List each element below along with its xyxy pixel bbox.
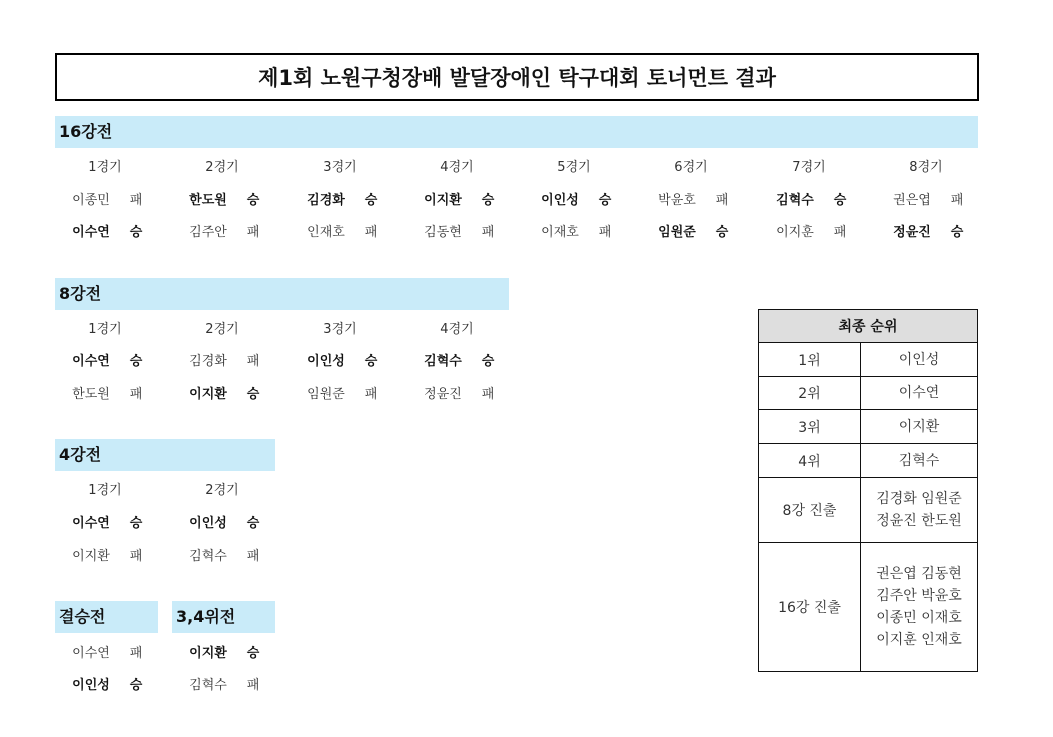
ranking-row xyxy=(759,343,978,377)
r8-game3-top-result: 승 xyxy=(364,354,378,369)
r16-game1-top-result: 패 xyxy=(129,193,143,208)
r16-game-label: 2경기 xyxy=(205,160,239,175)
ranking-row xyxy=(759,444,978,478)
r4-game2-bottom-player: 김혁수 xyxy=(189,549,227,564)
r16-game8-top-player: 권은엽 xyxy=(893,193,931,208)
r16-game1-top-player: 이종민 xyxy=(72,193,110,208)
r16-game5-bottom-player: 이재호 xyxy=(541,225,579,240)
r4-game2-bottom-result: 패 xyxy=(246,549,260,564)
r16-game7-top-result: 승 xyxy=(833,193,847,208)
r16-game3-bottom-result: 패 xyxy=(364,225,378,240)
r16-game7-top-player: 김혁수 xyxy=(776,193,814,208)
third-top-result: 승 xyxy=(246,646,260,661)
rank-label: 3위 xyxy=(759,410,861,444)
final-bottom-player: 이인성 xyxy=(72,678,110,693)
r8-game1-bottom-result: 패 xyxy=(129,387,143,402)
r16-game-label: 5경기 xyxy=(557,160,591,175)
r16-game3-top-player: 김경화 xyxy=(307,193,345,208)
r16-game-label: 3경기 xyxy=(323,160,357,175)
r16-game8-bottom-player: 정윤진 xyxy=(893,225,931,240)
rank-names xyxy=(861,543,978,672)
final-top-player: 이수연 xyxy=(72,646,110,661)
r16-game8-top-result: 패 xyxy=(950,193,964,208)
r16-game4-top-player: 이지환 xyxy=(424,193,462,208)
r4-round-header: 4강전 xyxy=(55,439,275,471)
r8-game-label: 4경기 xyxy=(440,322,474,337)
rank-name-line: 이종민 이재호 xyxy=(876,610,962,626)
rank-names xyxy=(861,377,978,410)
ranking-header: 최종 순위 xyxy=(759,310,978,343)
r8-game4-top-result: 승 xyxy=(481,354,495,369)
r16-game2-top-player: 한도원 xyxy=(189,193,227,208)
final-bottom-result: 승 xyxy=(129,678,143,693)
r16-round-header: 16강전 xyxy=(55,116,978,148)
r16-game4-bottom-result: 패 xyxy=(481,225,495,240)
r4-game1-bottom-result: 패 xyxy=(129,549,143,564)
page-title: 제1회 노원구청장배 발달장애인 탁구대회 토너먼트 결과 xyxy=(55,53,979,101)
rank-names xyxy=(861,478,978,543)
r8-game1-bottom-player: 한도원 xyxy=(72,387,110,402)
r4-game-label: 2경기 xyxy=(205,483,239,498)
r8-game2-top-player: 김경화 xyxy=(189,354,227,369)
r16-game7-bottom-player: 이지훈 xyxy=(776,225,814,240)
rank-name-line: 이지훈 인재호 xyxy=(876,632,962,648)
rank-names xyxy=(861,410,978,444)
r8-game2-bottom-result: 승 xyxy=(246,387,260,402)
r16-game7-bottom-result: 패 xyxy=(833,225,847,240)
r16-game-label: 7경기 xyxy=(792,160,826,175)
rank-name-line: 김주안 박윤호 xyxy=(876,588,962,604)
r16-game2-bottom-result: 패 xyxy=(246,225,260,240)
rank-name-line: 권은엽 김동현 xyxy=(876,566,962,582)
r8-game2-bottom-player: 이지환 xyxy=(189,387,227,402)
rank-label: 8강 진출 xyxy=(759,478,861,543)
rank-name-line: 이지환 xyxy=(898,418,940,435)
r16-game6-top-result: 패 xyxy=(715,193,729,208)
third-bottom-result: 패 xyxy=(246,678,260,693)
final-round-header: 결승전 xyxy=(55,601,158,633)
r8-game-label: 3경기 xyxy=(323,322,357,337)
final-ranking-table xyxy=(758,309,978,672)
r8-game3-bottom-player: 임원준 xyxy=(307,387,345,402)
r16-game1-bottom-player: 이수연 xyxy=(72,225,110,240)
r16-game4-bottom-player: 김동현 xyxy=(424,225,462,240)
ranking-row xyxy=(759,543,978,672)
r8-game3-bottom-result: 패 xyxy=(364,387,378,402)
rank-name-line: 이인성 xyxy=(898,351,940,368)
rank-label: 4위 xyxy=(759,444,861,478)
final-top-result: 패 xyxy=(129,646,143,661)
r4-game2-top-player: 이인성 xyxy=(189,516,227,531)
r16-game8-bottom-result: 승 xyxy=(950,225,964,240)
r8-game2-top-result: 패 xyxy=(246,354,260,369)
r8-game4-bottom-result: 패 xyxy=(481,387,495,402)
r16-game5-top-player: 이인성 xyxy=(541,193,579,208)
rank-label: 16강 진출 xyxy=(759,543,861,672)
r16-game6-top-player: 박윤호 xyxy=(658,193,696,208)
r8-round-header: 8강전 xyxy=(55,278,509,310)
ranking-row xyxy=(759,410,978,444)
r4-game-label: 1경기 xyxy=(88,483,122,498)
third-top-player: 이지환 xyxy=(189,646,227,661)
r16-game-label: 6경기 xyxy=(674,160,708,175)
third-place-round-header: 3,4위전 xyxy=(172,601,275,633)
third-bottom-player: 김혁수 xyxy=(189,678,227,693)
r16-game5-top-result: 승 xyxy=(598,193,612,208)
r16-game5-bottom-result: 패 xyxy=(598,225,612,240)
r16-game2-bottom-player: 김주안 xyxy=(189,225,227,240)
r8-game-label: 2경기 xyxy=(205,322,239,337)
rank-name-line: 김혁수 xyxy=(898,452,940,469)
r4-game1-bottom-player: 이지환 xyxy=(72,549,110,564)
r8-game-label: 1경기 xyxy=(88,322,122,337)
r16-game-label: 1경기 xyxy=(88,160,122,175)
r16-game-label: 8경기 xyxy=(909,160,943,175)
r16-game2-top-result: 승 xyxy=(246,193,260,208)
rank-label: 2위 xyxy=(759,377,861,410)
r4-game1-top-player: 이수연 xyxy=(72,516,110,531)
r16-game3-bottom-player: 인재호 xyxy=(307,225,345,240)
rank-name-line: 김경화 임원준 xyxy=(876,491,962,507)
r4-game2-top-result: 승 xyxy=(246,516,260,531)
r8-game4-bottom-player: 정윤진 xyxy=(424,387,462,402)
rank-label: 1위 xyxy=(759,343,861,377)
rank-names xyxy=(861,343,978,377)
r16-game1-bottom-result: 승 xyxy=(129,225,143,240)
r16-game3-top-result: 승 xyxy=(364,193,378,208)
r8-game1-top-player: 이수연 xyxy=(72,354,110,369)
r16-game4-top-result: 승 xyxy=(481,193,495,208)
rank-name-line: 이수연 xyxy=(898,385,940,401)
r16-game-label: 4경기 xyxy=(440,160,474,175)
rank-names xyxy=(861,444,978,478)
r8-game1-top-result: 승 xyxy=(129,354,143,369)
r8-game4-top-player: 김혁수 xyxy=(424,354,462,369)
r16-game6-bottom-player: 임원준 xyxy=(658,225,696,240)
r16-game6-bottom-result: 승 xyxy=(715,225,729,240)
ranking-row xyxy=(759,377,978,410)
ranking-row xyxy=(759,478,978,543)
r8-game3-top-player: 이인성 xyxy=(307,354,345,369)
rank-name-line: 정윤진 한도원 xyxy=(876,513,962,529)
r4-game1-top-result: 승 xyxy=(129,516,143,531)
